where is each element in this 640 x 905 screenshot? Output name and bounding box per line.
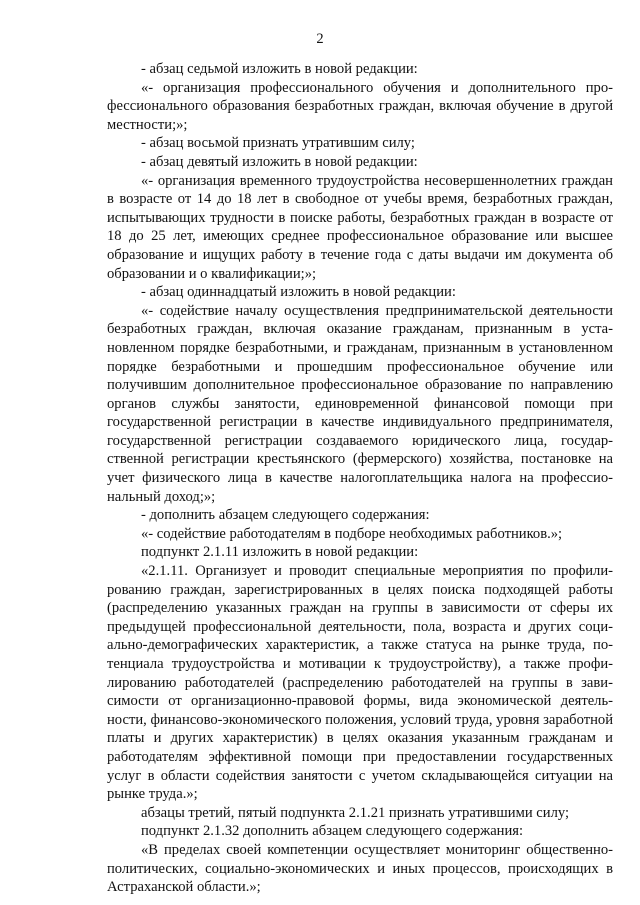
paragraph: «- организация временного трудоустройства несовершеннолетних граждан в возрасте от 14 до 18 лет в свободное от учебы время, безработных граждан, испытывающих трудности в поиске работы, безработных граждан в возрасте от 18 до 25 лет, имеющих среднее профессиональное образование или высшее образование и ищущих работу в течение года с даты выдачи им документа об образовании и о квалификации;»; [107,172,613,282]
paragraph: «- содействие началу осуществления предпринимательской деятельности безработных граждан, включая оказание гражданам, признанным в установленном порядке безработными, и гражданам, признанным в установленном порядке безработными и прошедшим профессиональное обучение или получившим дополнительное профессиональное образование по направлению органов службы занятости, единовременной финансовой помощи при государственной регистрации в качестве индивидуального предпринимателя, государственной регистрации создаваемого юридического лица, государственной регистрации крестьянского (фермерского) хозяйства, постановке на учет физического лица в качестве налогоплательщика налога на профессиональный доход;»; [107,302,613,505]
paragraph: - абзац седьмой изложить в новой редакции: [141,61,418,77]
paragraph: «2.1.11. Организует и проводит специальные мероприятия по профилированию граждан, зарегистрированных в целях поиска подходящей работы (распределению указанных граждан на группы в зависимости от сферы их предыдущей профессиональной деятельности, пола, возраста и других социально-демографических характеристик, а также статуса на рынке труда, потенциала трудоустройства и мотивации к трудоустройству), а также профилированию работодателей (распределению работодателей на группы в зависимости от организационно-правовой формы, вида экономической деятельности, финансово-экономического положения, условий труда, уровня заработной платы и других характеристик) в целях оказания указанным гражданам и работодателям эффективной помощи при предоставлении государственных услуг в области содействия занятости с учетом складывающейся ситуации на рынке труда.»; [107,563,613,803]
paragraph: абзацы третий, пятый подпункта 2.1.21 признать утратившими силу; [141,804,570,821]
document-body [107,60,613,897]
paragraph: - абзац девятый изложить в новой редакции: [141,153,418,170]
paragraph: «- организация профессионального обучения и дополнительного профессионального образования безработных граждан, включая обучение в другой местности;»; [107,79,613,133]
paragraph: подпункт 2.1.32 дополнить абзацем следующего содержания: [141,823,524,840]
paragraph: - абзац одиннадцатый изложить в новой редакции: [141,284,456,301]
page-number: 2 [316,31,324,47]
paragraph: «В пределах своей компетенции осуществляет мониторинг общественно-политических, социально-экономических и иных процессов, происходящих в Астраханской области.»; [107,841,613,896]
paragraph: - дополнить абзацем следующего содержания: [141,507,430,524]
paragraph: «- содействие работодателям в подборе необходимых работников.»; [141,525,563,542]
paragraph: - абзац восьмой признать утратившим силу; [141,135,415,152]
paragraph: подпункт 2.1.11 изложить в новой редакции: [141,544,419,561]
